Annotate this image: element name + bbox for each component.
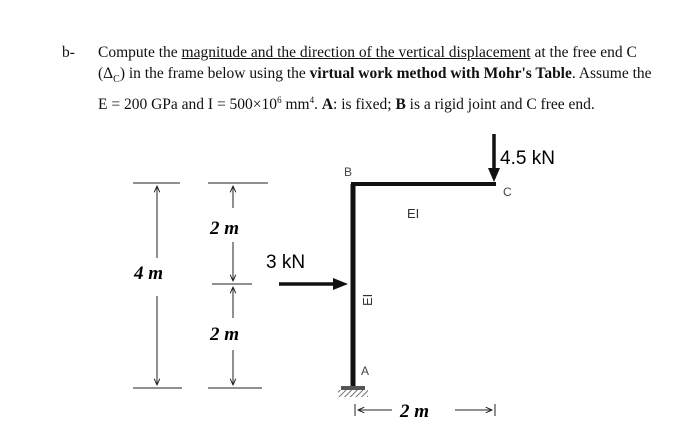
problem-label: b- <box>62 44 75 61</box>
dim-beam-label: 2 m <box>400 401 430 422</box>
underlined-text: magnitude and the direction of the vertical displacement <box>181 44 531 61</box>
fixed-support <box>338 386 368 397</box>
superscript: 6 <box>277 95 282 106</box>
node-a-label: A <box>361 364 370 378</box>
dim-upper-label: 2 m <box>210 218 240 239</box>
dimension-4m <box>133 183 182 388</box>
dim-lower-label: 2 m <box>210 324 240 345</box>
text: mm <box>281 96 310 114</box>
text: : is fixed; <box>333 96 396 114</box>
text: . Assume the E = 200 GPa and I = 500×10 <box>98 65 652 114</box>
node-c-label: C <box>503 185 512 199</box>
load-top-label: 4.5 kN <box>500 148 555 169</box>
delta-symbol: Δ <box>103 65 114 82</box>
dimension-beam-2m <box>355 401 495 422</box>
bold-text: virtual work method with Mohr's Table <box>309 65 572 82</box>
node-b-label: B <box>344 165 353 179</box>
ei-beam-label: EI <box>407 206 420 221</box>
text: Compute the <box>98 44 182 61</box>
text: ) in the frame below using the <box>119 65 310 82</box>
bold-text: A <box>321 96 334 114</box>
dim-4m-label: 4 m <box>134 263 164 284</box>
dimension-2m-2m <box>208 183 268 388</box>
text: at the free end C ( <box>98 44 637 82</box>
ei-column-label: EI <box>360 293 375 306</box>
text: . <box>314 96 322 114</box>
superscript: 4 <box>309 95 315 106</box>
load-4-5kn <box>488 134 555 182</box>
load-side-label: 3 kN <box>266 252 306 273</box>
bold-text: B <box>395 96 406 114</box>
subscript: C <box>113 74 120 86</box>
text: is a rigid joint and C free end. <box>405 96 595 114</box>
load-3kn <box>266 252 348 290</box>
